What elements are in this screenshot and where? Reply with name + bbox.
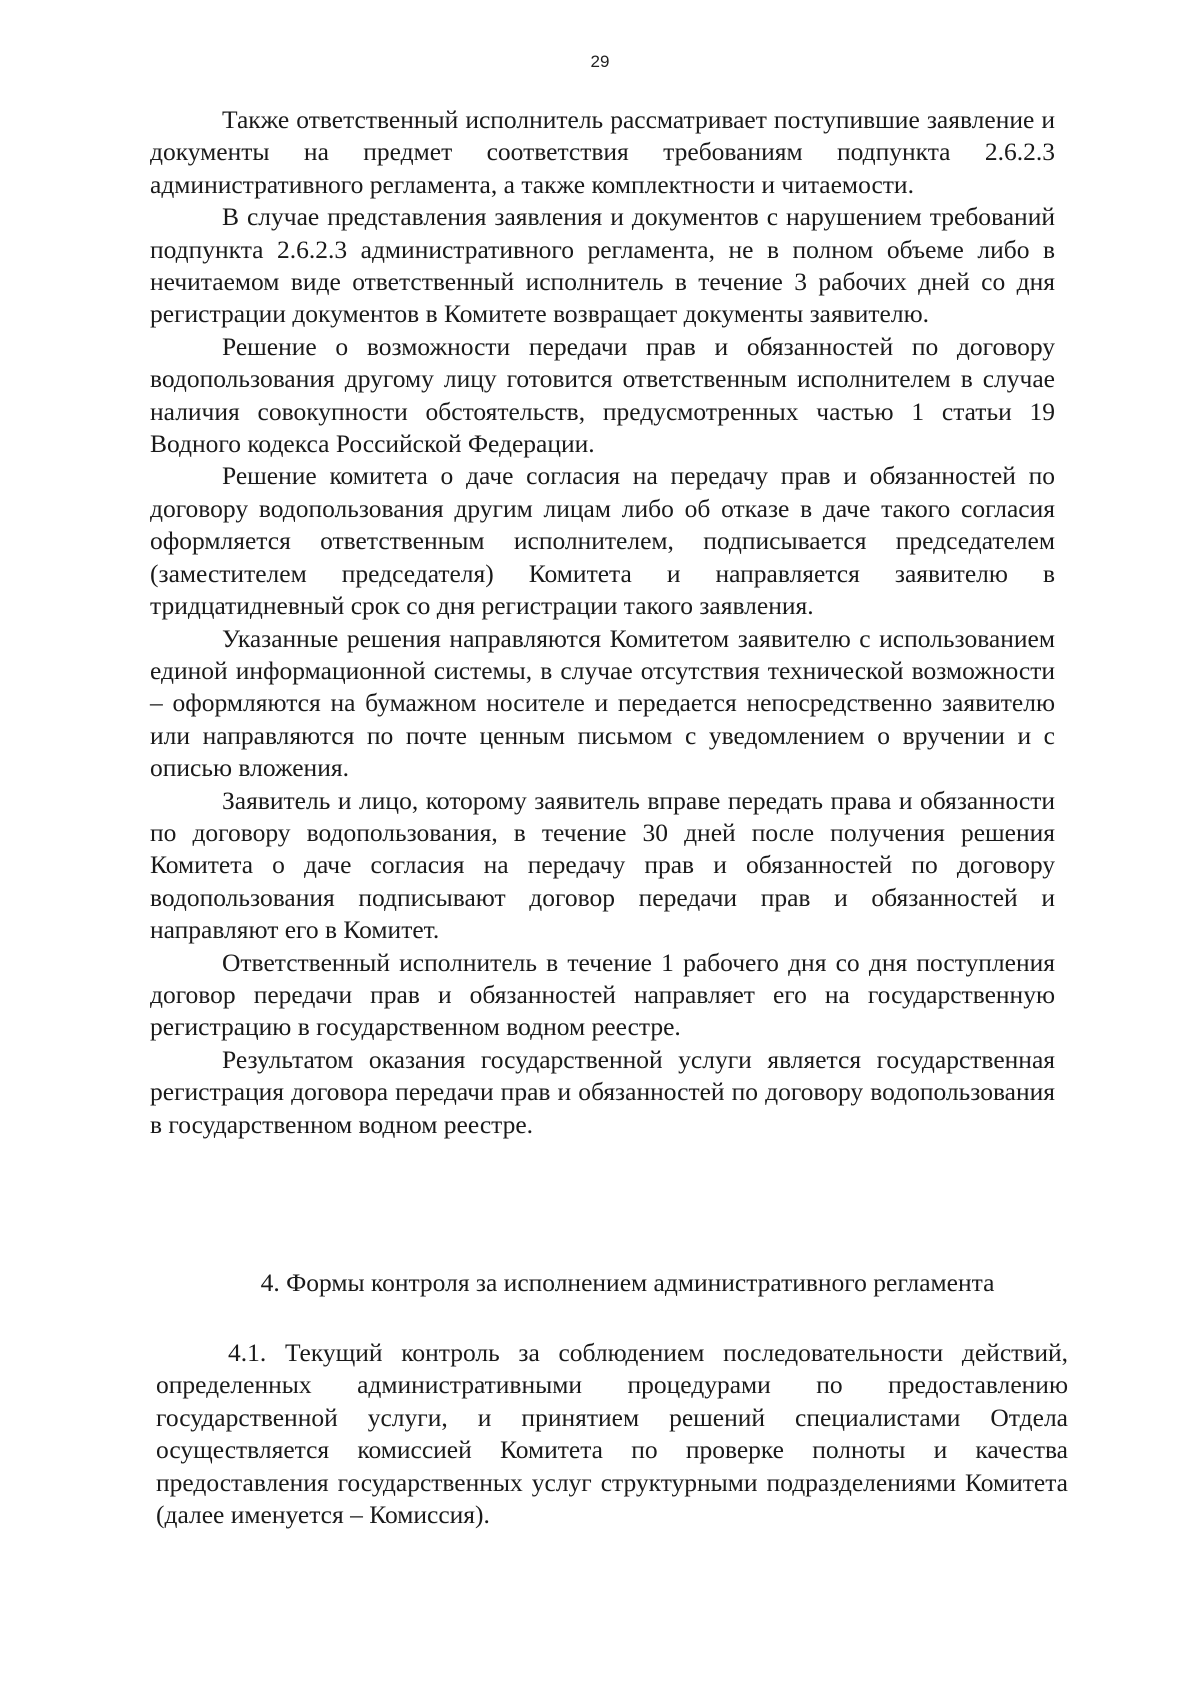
section-heading: 4. Формы контроля за исполнением административного регламента [260, 1268, 995, 1297]
paragraph: Указанные решения направляются Комитетом заявителю с использованием единой информационной системы, в случае отсутствия технической возможности – оформляются на бумажном носителе и передается непосредственно заявителю или направляются по почте ценным письмом с уведомлением о вручении и с описью вложения. [150, 623, 1055, 783]
paragraph: Ответственный исполнитель в течение 1 рабочего дня со дня поступления договор передачи прав и обязанностей направляет его на государственную регистрацию в государственном водном реестре. [150, 947, 1055, 1042]
paragraph: 4.1. Текущий контроль за соблюдением последовательности действий, определенных административными процедурами по предоставлению государственной услуги, и принятием решений специалистами Отдела осуществляется комиссией Комитета по проверке полноты и качества предоставления государственных услуг структурными подразделениями Комитета (далее именуется – Комиссия). [156, 1338, 1068, 1530]
body-text [150, 104, 1055, 1141]
paragraph: Решение комитета о даче согласия на передачу прав и обязанностей по договору водопользования другим лицам либо об отказе в даче такого согласия оформляется ответственным исполнителем, подписывается председателем (заместителем председателя) Комитета и направляется заявителю в тридцатидневный срок со дня регистрации такого заявления. [150, 461, 1055, 621]
paragraph: В случае представления заявления и документов с нарушением требований подпункта 2.6.2.3 административного регламента, не в полном объеме либо в нечитаемом виде ответственный исполнитель в течение 3 рабочих дней со дня регистрации документов в Комитете возвращает документы заявителю. [150, 202, 1055, 329]
paragraph: Решение о возможности передачи прав и обязанностей по договору водопользования другому лицу готовится ответственным исполнителем в случае наличия совокупности обстоятельств, предусмотренных частью 1 статьи 19 Водного кодекса Российской Федерации. [150, 331, 1055, 459]
section-text [156, 1337, 1068, 1531]
paragraph: Также ответственный исполнитель рассматривает поступившие заявление и документы на предмет соответствия требованиям подпункта 2.6.2.3 административного регламента, а также комплектности и читаемости. [150, 105, 1055, 199]
paragraph: Результатом оказания государственной услуги является государственная регистрация договора передачи прав и обязанностей по договору водопользования в государственном водном реестре. [150, 1044, 1055, 1139]
page-number: 29 [590, 52, 610, 71]
paragraph: Заявитель и лицо, которому заявитель вправе передать права и обязанности по договору водопользования, в течение 30 дней после получения решения Комитета о даче согласия на передачу прав и обязанностей по договору водопользования подписывают договор передачи прав и обязанностей и направляют его в Комитет. [150, 785, 1055, 945]
